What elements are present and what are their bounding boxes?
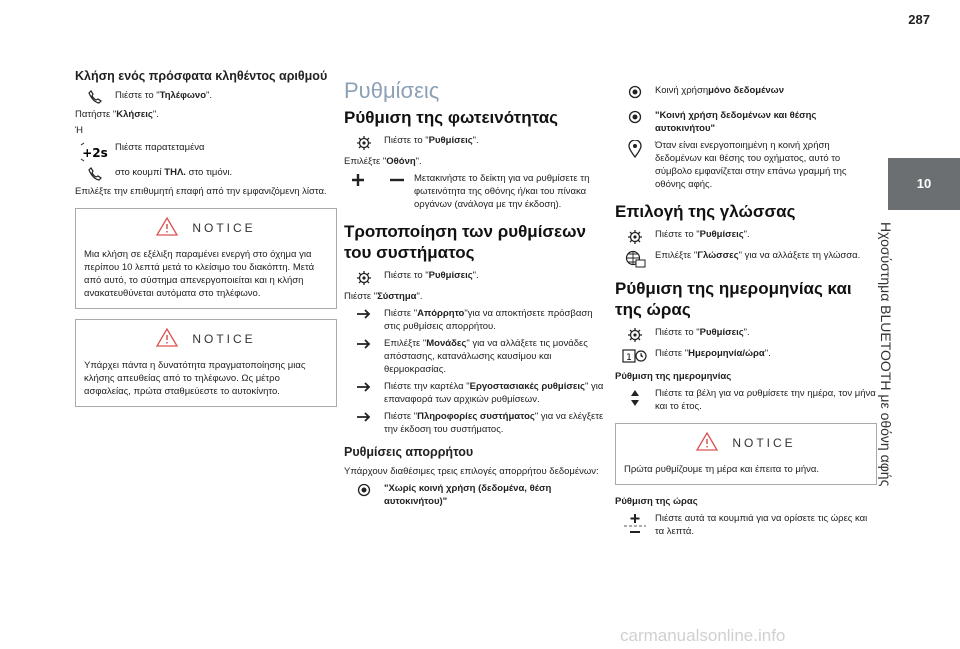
- heading-date-sub: Ρύθμιση της ημερομηνίας: [615, 371, 732, 382]
- location-pin-icon: [615, 139, 655, 158]
- phone-icon: [75, 166, 115, 181]
- up-down-arrows-icon: [615, 387, 655, 408]
- svg-text:+2s: +2s: [82, 146, 108, 160]
- heading-date-time: Ρύθμιση της ημερομηνίας και της ώρας: [615, 279, 852, 319]
- warning-icon: [156, 217, 178, 240]
- column-3: Κοινή χρήσημόνο δεδομένων "Κοινή χρήση δεδομένων και θέσης αυτοκινήτου" Όταν είναι ενεργοποιημένη η κοινή χρήση δεδομένων και θέσης του οχήματος, αυτό το σύμβολο εμφανίζεται στην επάνω γραμμή της οθόνης αφής. Επιλογή της γλώσσας Πιέστε το "Ρυθμίσεις". Επιλέξτε "Γλώσσες" για να αλλάξετε τη γλώσσα. Ρύθμιση της ημερομηνίας και της ώρας Πιέστε το "Ρυθμίσεις". 1 Πιέστε "Ημερομηνία/ώρα". Ρύθμιση της ημερομηνίας Πιέστε τα βέλη για να ρυθμίσετε την ημέρα, τον μήνα και το έτος. NOTICE Πρώτα ρυθμίζουμε τη μέρα και έπειτα το μήνα. Ρύθμιση της ώρας Πιέστε αυτά τα κουμπιά για να ορίσετε τις ώρες και τα λεπτά.: [615, 85, 876, 537]
- notice-box-2: NOTICE Υπάρχει πάντα η δυνατότητα πραγματοποίησης μιας κλήσης απευθείας από το τηλέφωνο. Ως μέτρο ασφαλείας, πρώτα σταθμεύεστε το αυτοκίνητο.: [75, 319, 337, 407]
- settings-gear-icon: [344, 269, 384, 286]
- or-text: Ή: [75, 125, 83, 136]
- page-number: 287: [908, 12, 930, 27]
- warning-icon: [156, 328, 178, 351]
- heading-system-settings: Τροποποίηση των ρυθμίσεων του συστήματος: [344, 222, 586, 262]
- chapter-number: 10: [916, 176, 932, 191]
- heading-privacy: Ρυθμίσεις απορρήτου: [344, 445, 474, 459]
- column-2: Ρυθμίσεις Ρύθμιση της φωτεινότητας Πιέστε το "Ρυθμίσεις". Επιλέξτε "Οθόνη". Μετακινήστε το δείκτη για να ρυθμίσετε τη φωτεινότητα της οθόνης ή/και του πίνακα οργάνων (ανάλογα με την έκδοση). Τροποποίηση των ρυθμίσεων του συστήματος Πιέστε το "Ρυθμίσεις". Πιέστε "Σύστημα". Πιέστε "Απόρρητο"για να αποκτήσετε πρόσβαση στις ρυθμίσεις απορρήτου. Επιλέξτε "Μονάδες" για να αλλάξετε τις μονάδες απόστασης, κατανάλωσης καυσίμου και θερμοκρασίας. Πιέστε την καρτέλα "Εργοστασιακές ρυθμίσεις" για επαναφορά των αρχικών ρυθμίσεων. Πιέστε "Πληροφορίες συστήματος" για να ελέγξετε την έκδοση του συστήματος. Ρυθμίσεις απορρήτου Υπάρχουν διαθέσιμες τρεις επιλογές απορρήτου δεδομένων: "Χωρίς κοινή χρήση (δεδομένα, θέση αυτοκινήτου)": [344, 70, 606, 512]
- calendar-clock-icon: [615, 347, 655, 364]
- long-press-2s-icon: [75, 141, 115, 162]
- warning-icon: [696, 432, 718, 455]
- heading-recent-call: Κλήση ενός πρόσφατα κληθέντος αριθμού: [75, 69, 328, 83]
- radio-target-icon: [615, 109, 655, 124]
- watermark: carmanualsonline.info: [620, 626, 786, 645]
- arrow-right-icon: [344, 410, 384, 423]
- plus-minus-icon: [344, 172, 414, 187]
- chapter-title-vertical: Ηχοσύστημα BLUETOOTH με οθόνη αφής: [878, 222, 894, 487]
- plus-minus-icon: [615, 512, 655, 535]
- settings-gear-icon: [344, 134, 384, 151]
- radio-target-icon: [344, 482, 384, 497]
- svg-text:1: 1: [626, 353, 632, 363]
- arrow-right-icon: [344, 337, 384, 350]
- arrow-right-icon: [344, 380, 384, 393]
- notice-box-1: NOTICE Μια κλήση σε εξέλιξη παραμένει ενεργή στο όχημα για περίπου 10 λεπτά μετά το κλείσιμο του διακόπτη. Μετά από αυτό, το σύστημα απενεργοποιείται και η κλήση ανακατευθύνεται αυτόματα στο τηλέφωνο.: [75, 208, 337, 309]
- arrow-right-icon: [344, 307, 384, 320]
- settings-gear-icon: [615, 326, 655, 343]
- notice-box-3: NOTICE Πρώτα ρυθμίζουμε τη μέρα και έπειτα το μήνα.: [615, 423, 877, 485]
- heading-brightness: Ρύθμιση της φωτεινότητας: [344, 108, 558, 127]
- radio-target-icon: [615, 84, 655, 99]
- heading-language: Επιλογή της γλώσσας: [615, 202, 796, 221]
- phone-icon: [75, 89, 115, 104]
- heading-time-sub: Ρύθμιση της ώρας: [615, 496, 698, 507]
- language-globe-icon: [615, 249, 655, 268]
- settings-gear-icon: [615, 228, 655, 245]
- page-title: Ρυθμίσεις: [344, 78, 440, 103]
- column-1: Κλήση ενός πρόσφατα κληθέντος αριθμού Πιέστε το "Τηλέφωνο". Πατήστε "Κλήσεις". Ή +2s Πιέστε παρατεταμένα στο κουμπί ΤΗΛ. στο τιμόνι. Επιλέξτε την επιθυμητή επαφή από την εμφανιζόμενη λίστα. NOTICE Μια κλήση σε εξέλιξη παραμένει ενεργή στο όχημα για περίπου 10 λεπτά μετά το κλείσιμο του διακόπτη. Μετά από αυτό, το σύστημα απενεργοποιείται και η κλήση ανακατευθύνεται αυτόματα στο τηλέφωνο. NOTICE Υπάρχει πάντα η δυνατότητα πραγματοποίησης μιας κλήσης απευθείας από το τηλέφωνο. Ως μέτρο ασφαλείας, πρώτα σταθμεύεστε το αυτοκίνητο.: [75, 70, 337, 417]
